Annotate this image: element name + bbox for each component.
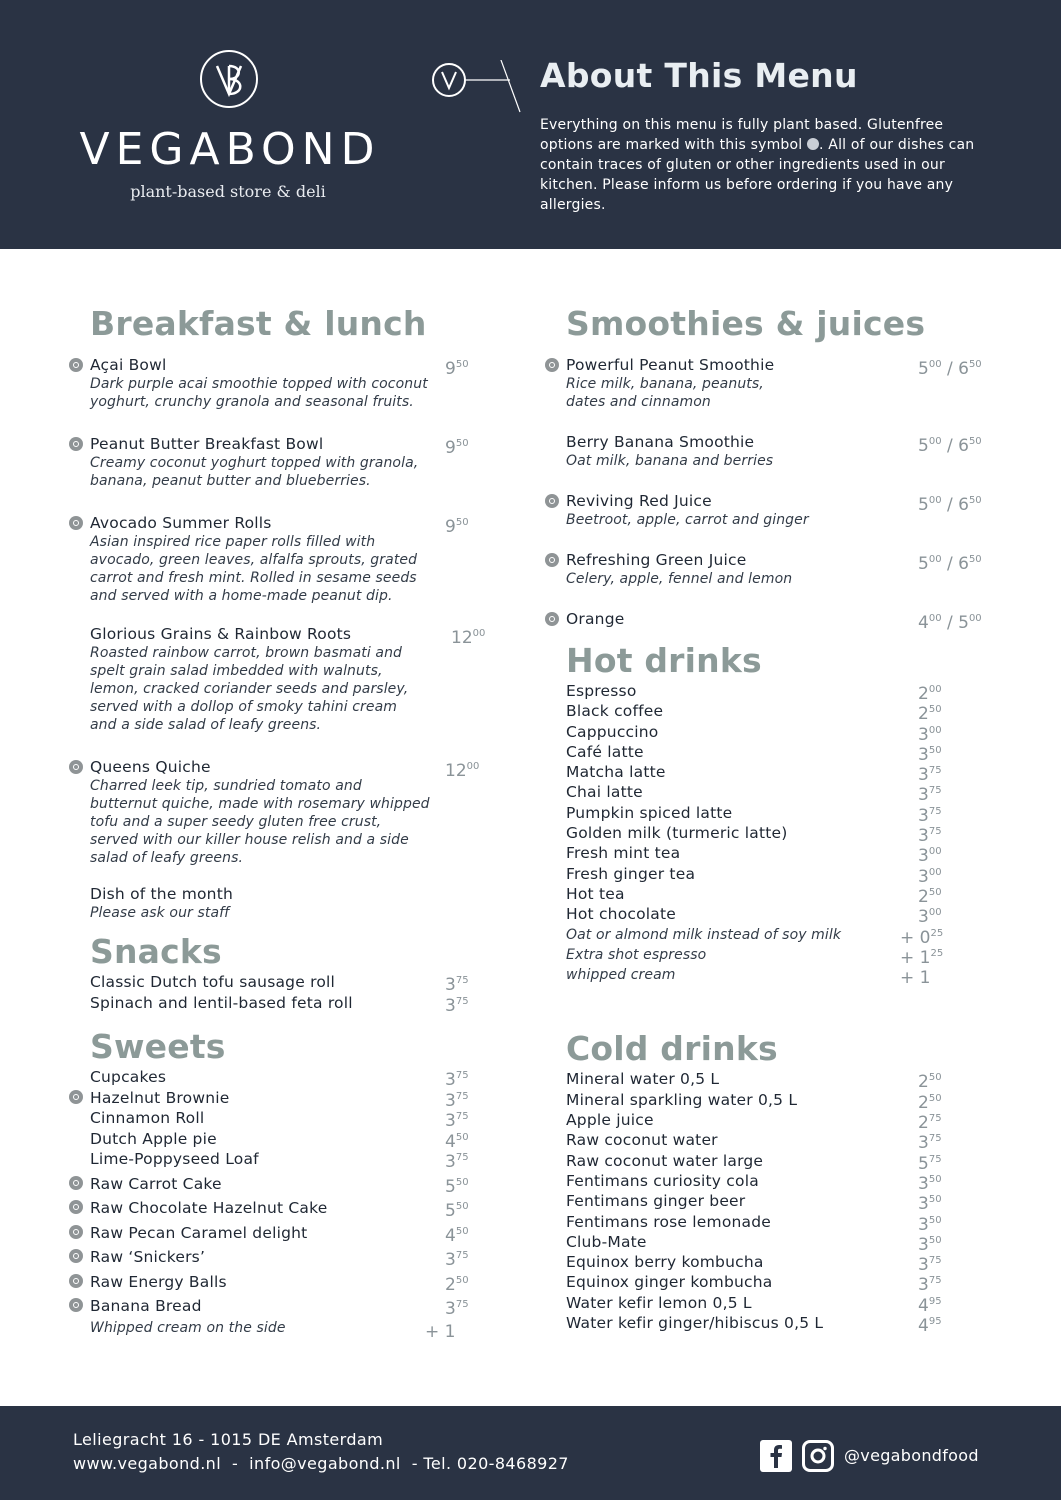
menu-item [545, 1272, 995, 1296]
item-name: Raw coconut water large [566, 1151, 764, 1170]
glutenfree-icon [807, 138, 819, 150]
menu-item [545, 762, 995, 786]
price: $3^{75}$ [918, 785, 942, 806]
menu-item: Reviving Red Juice Beetroot, apple, carrot and ginger $5^{00} / 6^{50}$ [545, 492, 995, 529]
facebook-icon[interactable] [760, 1440, 792, 1472]
menu-item [545, 722, 995, 745]
menu-item: Hazelnut Brownie $3^{75}$ [69, 1088, 489, 1109]
menu-item: Spinach and lentil-based feta roll $3^{75}$ [69, 993, 489, 1014]
item-name: whipped cream [566, 967, 676, 984]
price: $5^{50}$ [445, 1176, 469, 1197]
menu-item [545, 1130, 995, 1154]
menu-item [545, 1069, 995, 1093]
item-name: Water kefir lemon 0,5 L [566, 1293, 752, 1312]
item-name: Café latte [566, 742, 644, 761]
menu-item [545, 823, 995, 847]
menu-item [545, 1110, 995, 1134]
divider-mark-icon [430, 60, 530, 120]
item-name: Fentimans rose lemonade [566, 1212, 772, 1231]
menu-item [545, 1313, 995, 1337]
price: $5^{00} / 6^{50}$ [918, 495, 982, 515]
price: $5^{75}$ [918, 1153, 942, 1174]
menu-item: Açai Bowl Dark purple acai smoothie topped with coconut yoghurt, crunchy granola and seasonal fruits. $9^{50}$ [69, 356, 489, 411]
price: $3^{75}$ [445, 1111, 469, 1131]
price: $9^{50}$ [445, 517, 469, 537]
menu-item: Cupcakes $3^{75}$ [69, 1067, 489, 1088]
about-title: About This Menu [540, 56, 858, 95]
price: $3^{75}$ [445, 1152, 469, 1172]
price: $4^{00} / 5^{00}$ [918, 613, 982, 633]
menu-item: Peanut Butter Breakfast Bowl Creamy coconut yoghurt topped with granola, banana, peanut butter and blueberries. $9^{50}$ [69, 435, 489, 490]
menu-item [545, 945, 995, 968]
item-name: Mineral water 0,5 L [566, 1070, 720, 1089]
menu-item: Cinnamon Roll $3^{75}$ [69, 1108, 489, 1129]
price: $3^{00}$ [918, 846, 942, 867]
menu-item [545, 1151, 995, 1174]
price: $3^{50}$ [918, 1234, 942, 1255]
glutenfree-icon [69, 760, 83, 774]
menu-item: Raw ‘Snickers’ $3^{75}$ [69, 1247, 489, 1268]
price: $5^{00} / 6^{50}$ [918, 554, 982, 574]
price: $2^{50}$ [918, 886, 942, 907]
item-name: Cappuccino [566, 722, 659, 741]
item-name: Matcha latte [566, 763, 666, 782]
section-title-breakfast: Breakfast & lunch [90, 304, 427, 343]
menu-item: Berry Banana Smoothie Oat milk, banana and berries $5^{00} / 6^{50}$ [566, 433, 982, 469]
price: $12^{00}$ [451, 628, 486, 648]
price: $3^{75}$ [918, 826, 942, 847]
menu-item: Classic Dutch tofu sausage roll $3^{75}$ [69, 972, 489, 993]
price: $3^{75}$ [445, 1299, 469, 1319]
menu-item [545, 1293, 995, 1316]
item-name: Fresh ginger tea [566, 864, 696, 883]
item-name: Chai latte [566, 783, 643, 802]
menu-item [545, 965, 995, 989]
glutenfree-icon [69, 1298, 83, 1312]
price: $3^{75}$ [445, 1090, 469, 1111]
menu-item [545, 681, 995, 704]
menu-item: Glorious Grains & Rainbow Roots Roasted rainbow carrot, brown basmati and spelt grain salad imbedded with walnuts, lemon, cracked coriander seeds and parsley, served with a dollop of smoky tahini cream and a side salad of leafy greens. $12^{00}$ [90, 625, 486, 733]
item-name: Mineral sparkling water 0,5 L [566, 1090, 798, 1109]
menu-item: Whipped cream on the side + 1 [69, 1319, 489, 1337]
price: $5^{00} / 6^{50}$ [918, 359, 982, 379]
item-name: Fentimans curiosity cola [566, 1171, 759, 1190]
menu-item [545, 782, 995, 806]
price: $2^{50}$ [918, 1092, 942, 1113]
item-name: Equinox ginger kombucha [566, 1273, 773, 1292]
contact-info[interactable]: www.vegabond.nl - info@vegabond.nl - Tel. 020-8468927 [73, 1454, 569, 1473]
price: $4^{50}$ [445, 1225, 469, 1246]
menu-item: Powerful Peanut Smoothie Rice milk, banana, peanuts, dates and cinnamon $5^{00} / 6^{50}$ [545, 356, 995, 411]
menu-item: Orange $4^{00} / 5^{00}$ [545, 610, 995, 629]
menu-item [545, 701, 995, 725]
price: $9^{50}$ [445, 438, 469, 458]
price: $3^{75}$ [445, 1250, 469, 1270]
item-name: Oat or almond milk instead of soy milk [566, 926, 842, 943]
price: $2^{50}$ [918, 704, 942, 725]
section-title-sweets: Sweets [90, 1027, 226, 1066]
menu-item: Raw Chocolate Hazelnut Cake $5^{50}$ [69, 1198, 489, 1219]
item-name: Extra shot espresso [566, 946, 707, 963]
glutenfree-icon [69, 358, 83, 372]
price: $3^{50}$ [918, 1194, 942, 1215]
glutenfree-icon [69, 1249, 83, 1263]
menu-item [545, 1191, 995, 1215]
menu-item [545, 1212, 995, 1235]
menu-item: Raw Pecan Caramel delight $4^{50}$ [69, 1223, 489, 1244]
glutenfree-icon [69, 1090, 83, 1104]
menu-item: Refreshing Green Juice Celery, apple, fennel and lemon $5^{00} / 6^{50}$ [545, 551, 995, 588]
menu-item [545, 1232, 995, 1255]
price: $3^{75}$ [918, 1133, 942, 1154]
glutenfree-icon [545, 553, 559, 567]
menu-item: Raw Carrot Cake $5^{50}$ [69, 1174, 489, 1195]
glutenfree-icon [545, 494, 559, 508]
item-name: Equinox berry kombucha [566, 1253, 764, 1272]
instagram-icon[interactable] [802, 1440, 834, 1472]
price: $4^{95}$ [918, 1316, 942, 1337]
left-column [69, 304, 489, 1342]
item-name: Apple juice [566, 1111, 654, 1130]
item-name: Pumpkin spiced latte [566, 803, 733, 822]
price: $3^{75}$ [918, 805, 942, 826]
menu-item [545, 1252, 995, 1276]
price: + 1 [900, 968, 931, 989]
glutenfree-icon [545, 612, 559, 626]
price: $3^{75}$ [445, 975, 469, 995]
price: $3^{50}$ [918, 744, 942, 765]
item-name: Club-Mate [566, 1232, 647, 1251]
menu-item [545, 1090, 995, 1113]
item-name: Hot chocolate [566, 905, 676, 924]
address: Leliegracht 16 - 1015 DE Amsterdam [73, 1430, 384, 1449]
price: $3^{50}$ [918, 1214, 942, 1235]
price: $3^{75}$ [445, 995, 469, 1016]
price: $2^{50}$ [445, 1274, 469, 1295]
glutenfree-icon [69, 437, 83, 451]
section-title-snacks: Snacks [90, 932, 222, 971]
price: $3^{00}$ [918, 907, 942, 928]
menu-item: Dutch Apple pie $4^{50}$ [69, 1129, 489, 1150]
price: $2^{75}$ [918, 1113, 942, 1134]
glutenfree-icon [69, 1176, 83, 1190]
menu-item [545, 742, 995, 765]
social-handle[interactable]: @vegabondfood [844, 1446, 979, 1465]
section-title-smoothies: Smoothies & juices [566, 304, 926, 343]
glutenfree-icon [545, 358, 559, 372]
item-name: Fresh mint tea [566, 844, 681, 863]
glutenfree-icon [69, 516, 83, 530]
item-name: Hot tea [566, 884, 625, 903]
brand-name: VEGABOND [79, 124, 381, 175]
tagline: plant-based store & deli [130, 182, 326, 201]
menu-item [545, 803, 995, 826]
price: $9^{50}$ [445, 359, 469, 379]
menu-item [545, 1171, 995, 1194]
footer [0, 1406, 1061, 1500]
menu-item: Dish of the month Please ask our staff [90, 885, 234, 921]
menu-item [545, 904, 995, 928]
menu-item: Queens Quiche Charred leek tip, sundried tomato and butternut quiche, made with rosemary whipped tofu and a super seedy gluten free crust, served with our killer house relish and a side salad of leafy greens. $12^{00}$ [69, 758, 489, 867]
about-text: Everything on this menu is fully plant based. Glutenfree options are marked with this symbol . All of our dishes can contain traces of gluten or other ingredients used in our kitchen. Please inform us before ordering if you have any allergies. [540, 117, 975, 213]
price: $2^{00}$ [918, 684, 942, 704]
glutenfree-icon [69, 1225, 83, 1239]
item-name: Water kefir ginger/hibiscus 0,5 L [566, 1314, 824, 1333]
price: $12^{00}$ [445, 761, 480, 781]
price: $3^{00}$ [918, 724, 942, 745]
price: + 1 [425, 1321, 456, 1342]
price: + $0^{25}$ [900, 927, 944, 948]
price: $4^{95}$ [918, 1295, 942, 1316]
menu-item [545, 864, 995, 887]
item-name: Fentimans ginger beer [566, 1192, 746, 1211]
price: $4^{50}$ [445, 1131, 469, 1152]
menu-item [545, 843, 995, 867]
price: $2^{50}$ [918, 1072, 942, 1093]
price: $5^{50}$ [445, 1201, 469, 1221]
price: $3^{75}$ [918, 1255, 942, 1276]
price: $5^{00} / 6^{50}$ [918, 436, 982, 456]
price: $3^{75}$ [918, 1275, 942, 1296]
menu-item: Lime-Poppyseed Loaf $3^{75}$ [69, 1149, 489, 1170]
price: $3^{75}$ [918, 765, 942, 786]
glutenfree-icon [69, 1200, 83, 1214]
price: + $1^{25}$ [900, 947, 944, 968]
price: $3^{75}$ [445, 1070, 469, 1090]
menu-item [545, 884, 995, 907]
menu-item: Banana Bread $3^{75}$ [69, 1296, 489, 1317]
price: $3^{00}$ [918, 866, 942, 887]
glutenfree-icon [69, 1274, 83, 1288]
menu-item: Raw Energy Balls $2^{50}$ [69, 1272, 489, 1293]
header [0, 0, 1061, 249]
section-title-cold: Cold drinks [566, 1029, 778, 1069]
logo-icon [200, 50, 258, 108]
item-name: Black coffee [566, 702, 664, 721]
item-name: Espresso [566, 682, 637, 700]
section-title-hot: Hot drinks [566, 641, 762, 680]
item-name: Golden milk (turmeric latte) [566, 824, 788, 843]
item-name: Raw coconut water [566, 1131, 718, 1150]
menu-item: Avocado Summer Rolls Asian inspired rice paper rolls filled with avocado, green leaves, alfalfa sprouts, grated carrot and fresh mint. Rolled in sesame seeds and served with a home-made peanut dip. $9^{50}$ [69, 514, 489, 605]
price: $3^{50}$ [918, 1173, 942, 1194]
menu-item [545, 925, 995, 948]
right-column [545, 304, 995, 1337]
